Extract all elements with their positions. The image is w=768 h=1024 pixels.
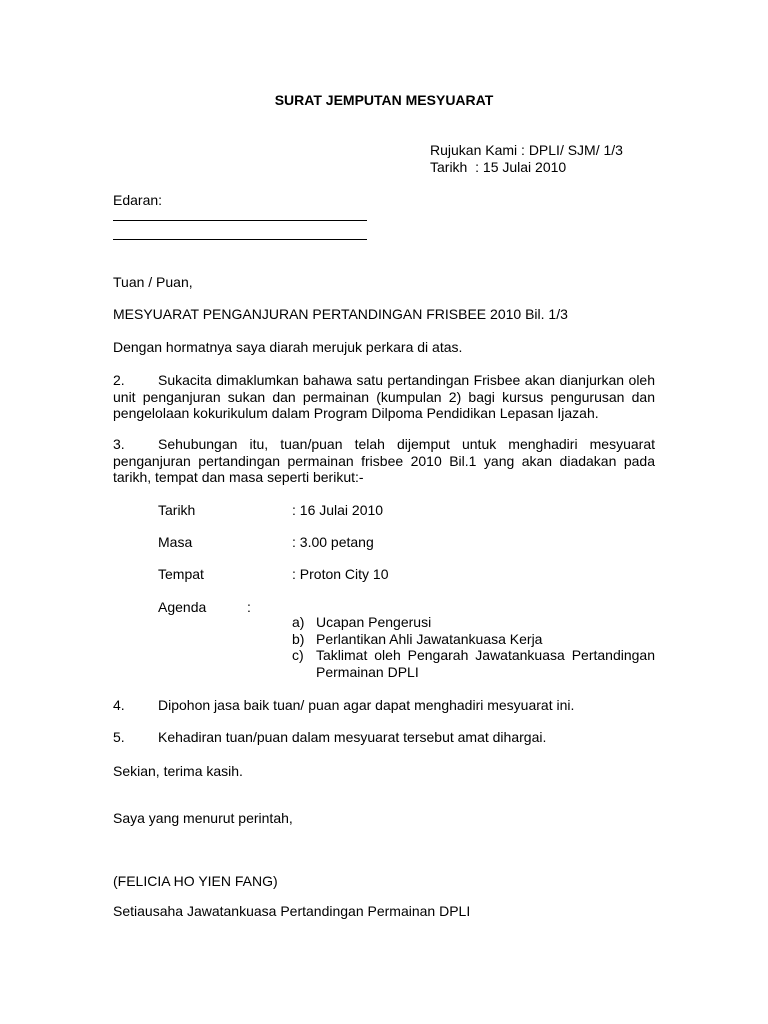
paragraph-line: penganjuran pertandingan permainan frisbee 2010 Bil.1 yang akan diadakan pada [113, 452, 655, 469]
detail-label: Tarikh [158, 502, 196, 518]
agenda-item [292, 614, 655, 631]
signatory-name: (FELICIA HO YIEN FANG) [113, 873, 278, 889]
paragraph-number: 3. [113, 436, 125, 452]
detail-row-date [158, 502, 655, 519]
signature-intro: Saya yang menurut perintah, [113, 810, 293, 826]
letter-title: SURAT JEMPUTAN MESYUARAT [274, 92, 494, 108]
signatory-title: Setiausaha Jawatankuasa Pertandingan Permainan DPLI [113, 903, 471, 919]
sign-off: Sekian, terima kasih. [113, 763, 243, 779]
detail-label: Tempat [158, 566, 204, 582]
agenda-item-marker: c) [292, 647, 304, 663]
paragraph-line: pengelolaan kokurikulum dalam Program Dilpoma Pendidikan Lepasan Ijazah. [113, 405, 599, 421]
paragraph-line: unit penganjuran sukan dan permainan (kumpulan 2) bagi kursus pengurusan dan [113, 388, 655, 405]
agenda-item-marker: b) [292, 630, 305, 647]
paragraph-line: Kehadiran tuan/puan dalam mesyuarat tersebut amat dihargai. [158, 729, 547, 745]
letter-date: Tarikh : 15 Julai 2010 [430, 159, 567, 175]
agenda-item-body [316, 647, 655, 680]
agenda-list [292, 614, 655, 680]
subject-line: MESYUARAT PENGANJURAN PERTANDINGAN FRISBEE 2010 Bil. 1/3 [113, 306, 568, 322]
detail-row-venue [158, 566, 655, 583]
paragraph-line: Sukacita dimaklumkan bahawa satu pertandingan Frisbee akan dianjurkan oleh [158, 372, 655, 388]
distribution-blank-line [113, 239, 367, 240]
agenda-label: Agenda [158, 599, 207, 615]
distribution-blank-line [113, 220, 367, 221]
agenda-item-text: Perlantikan Ahli Jawatankuasa Kerja [316, 630, 543, 647]
agenda-item-marker: a) [292, 614, 305, 630]
paragraph-first-line [113, 372, 655, 389]
detail-value: : 16 Julai 2010 [292, 502, 384, 518]
agenda-item [292, 631, 655, 648]
agenda-item-text: Taklimat oleh Pengarah Jawatankuasa Pertandingan [316, 647, 655, 663]
detail-value: : 3.00 petang [292, 534, 374, 550]
paragraph-3 [113, 436, 655, 486]
paragraph-4 [113, 697, 655, 714]
agenda-item-text: Permainan DPLI [316, 663, 419, 680]
paragraph-line: Dipohon jasa baik tuan/ puan agar dapat menghadiri mesyuarat ini. [158, 697, 575, 713]
detail-value: : Proton City 10 [292, 566, 389, 582]
detail-label: Masa [158, 534, 193, 550]
paragraph-first-line [113, 436, 655, 453]
opening-sentence: Dengan hormatnya saya diarah merujuk perkara di atas. [113, 339, 463, 355]
paragraph-number: 5. [113, 729, 125, 745]
agenda-colon: : [247, 599, 251, 615]
paragraph-line: Sehubungan itu, tuan/puan telah dijemput untuk menghadiri mesyuarat [158, 436, 655, 452]
paragraph-number: 2. [113, 372, 125, 388]
paragraph-line: tarikh, tempat dan masa seperti berikut:- [113, 469, 364, 485]
paragraph-number: 4. [113, 697, 125, 713]
salutation: Tuan / Puan, [113, 274, 193, 290]
reference-number: Rujukan Kami : DPLI/ SJM/ 1/3 [430, 142, 623, 158]
paragraph-2 [113, 372, 655, 422]
agenda-item-text: Ucapan Pengerusi [316, 614, 432, 630]
distribution-label: Edaran: [113, 192, 163, 208]
agenda-item [292, 647, 655, 680]
detail-row-time [158, 534, 655, 551]
paragraph-5 [113, 729, 655, 746]
